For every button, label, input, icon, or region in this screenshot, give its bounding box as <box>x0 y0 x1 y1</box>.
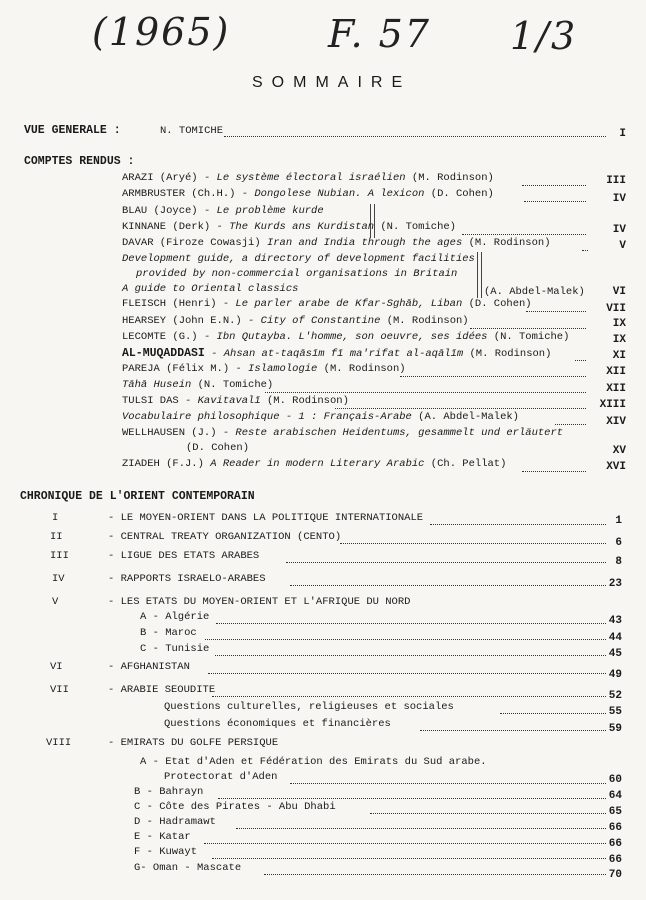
review-title: - City of Constantine <box>248 315 381 327</box>
chronique-page: 66 <box>608 822 622 834</box>
leader <box>224 136 606 137</box>
review-page: VII <box>606 303 626 315</box>
chronique-num: V <box>52 596 59 608</box>
chronique-page: 23 <box>608 578 622 590</box>
review-title: - Dongolese Nubian. A lexicon <box>241 188 425 200</box>
leader <box>420 730 606 731</box>
chronique-page: 59 <box>608 723 622 735</box>
leader <box>290 783 606 784</box>
chronique-page: 64 <box>608 790 622 802</box>
review-reviewer: (D. Cohen) <box>430 188 494 200</box>
review-author: PAREJA (Félix M.) <box>122 363 230 375</box>
leader <box>462 234 586 235</box>
chronique-page: 52 <box>608 690 622 702</box>
leader <box>216 623 606 624</box>
review-page: III <box>606 175 626 187</box>
chronique-num: VI <box>50 661 63 673</box>
review-reviewer: (D. Cohen) <box>468 298 532 310</box>
chronique-page: 43 <box>608 615 622 627</box>
chronique-page: 66 <box>608 854 622 866</box>
chronique-page: 49 <box>608 669 622 681</box>
review-reviewer: (M. Rodinson) <box>469 348 552 360</box>
handwritten-ref: F. 57 <box>328 12 431 56</box>
review-page: XIV <box>606 416 626 428</box>
chronique-text: Questions culturelles, religieuses et sociales <box>164 701 454 713</box>
review-page: V <box>619 240 626 252</box>
review-reviewer: (M. Rodinson) <box>411 172 494 184</box>
review-reviewer: (M. Rodinson) <box>323 363 406 375</box>
leader <box>236 828 606 829</box>
chronique-text: B - Maroc <box>140 627 197 639</box>
handwritten-part: 1/3 <box>510 14 578 58</box>
review-page: XII <box>606 366 626 378</box>
chronique-page: 60 <box>608 774 622 786</box>
review-page: IV <box>612 193 626 205</box>
review-author: BLAU (Joyce) <box>122 205 198 217</box>
review-reviewer: (M. Rodinson) <box>266 395 349 407</box>
review-entry <box>122 395 349 407</box>
review-title: Development guide, a directory of development facilities <box>122 253 475 265</box>
leader <box>218 798 606 799</box>
chronique-text: C - Côte des Pirates - Abu Dhabi <box>134 801 336 813</box>
leader <box>212 858 606 859</box>
review-author: ARMBRUSTER (Ch.H.) <box>122 188 236 200</box>
brace-bar <box>477 252 482 298</box>
review-page: XVI <box>606 461 626 473</box>
review-author: ZIADEH (F.J.) <box>122 458 204 470</box>
review-page: IV <box>612 224 626 236</box>
chronique-text: - AFGHANISTAN <box>108 661 190 673</box>
review-reviewer: (A. Abdel-Malek) <box>418 411 519 423</box>
leader <box>522 185 586 186</box>
chronique-text: E - Katar <box>134 831 191 843</box>
review-title: - Ibn Qutayba. L'homme, son oeuvre, ses idées <box>203 331 488 343</box>
chronique-num: IV <box>52 573 65 585</box>
leader <box>555 424 586 425</box>
chronique-text: G- Oman - Mascate <box>134 862 242 874</box>
review-page: IX <box>612 334 626 346</box>
review-reviewer: (N. Tomiche) <box>197 379 274 391</box>
leader <box>264 874 606 875</box>
vue-generale-label: VUE GENERALE : <box>24 124 121 137</box>
review-title: - Le problème kurde <box>203 205 324 217</box>
review-author: KINNANE (Derk) <box>122 221 211 233</box>
leader <box>204 843 606 844</box>
review-reviewer: (D. Cohen) <box>186 442 250 454</box>
review-author: WELLHAUSEN (J.) <box>122 427 217 439</box>
chronique-text: - LE MOYEN-ORIENT DANS LA POLITIQUE INTERNATIONALE <box>108 512 424 524</box>
leader <box>430 524 606 525</box>
chronique-text: Protectorat d'Aden <box>164 771 278 783</box>
chronique-text: Questions économiques et financières <box>164 718 391 730</box>
leader <box>340 543 606 544</box>
chronique-text: A - Algérie <box>140 611 210 623</box>
leader <box>265 392 586 393</box>
leader <box>400 376 586 377</box>
review-entry <box>122 347 551 360</box>
page-title: SOMMAIRE <box>252 74 412 91</box>
vue-generale-author: N. TOMICHE <box>160 125 224 137</box>
review-reviewer: (M. Rodinson) <box>386 315 469 327</box>
leader <box>370 813 606 814</box>
leader <box>208 673 606 674</box>
review-page: XII <box>606 383 626 395</box>
chronique-page: 1 <box>615 515 622 527</box>
review-page: XIII <box>599 399 626 411</box>
chronique-text: A - Etat d'Aden et Fédération des Emirats du Sud arabe. <box>140 756 487 768</box>
leader <box>290 585 606 586</box>
leader <box>335 408 586 409</box>
chronique-text: - EMIRATS DU GOLFE PERSIQUE <box>108 737 279 749</box>
review-reviewer: (Ch. Pellat) <box>430 458 507 470</box>
review-entry <box>122 379 273 391</box>
review-entry <box>122 172 494 184</box>
chronique-text: - LIGUE DES ETATS ARABES <box>108 550 260 562</box>
review-entry <box>122 315 469 327</box>
chronique-page: 55 <box>608 706 622 718</box>
chronique-text: C - Tunisie <box>140 643 210 655</box>
review-title: - Kavitavalī <box>185 395 261 407</box>
review-title: - Ahsan at-taqāsīm fī ma'rifat al-aqālīm <box>211 348 464 360</box>
chronique-page: 65 <box>608 806 622 818</box>
chronique-num: II <box>50 531 63 543</box>
review-title: - Le parler arabe de Kfar-Sghāb, Liban <box>222 298 463 310</box>
review-entry <box>122 331 569 343</box>
review-title: - Le système électoral israélien <box>203 172 406 184</box>
review-entry <box>122 221 456 233</box>
review-author: DAVAR (Firoze Cowasji) <box>122 237 261 249</box>
leader <box>470 328 586 329</box>
vue-generale-page: I <box>619 128 626 140</box>
comptes-rendus-label: COMPTES RENDUS : <box>24 155 135 168</box>
leader <box>286 562 606 563</box>
review-author: ARAZI (Aryé) <box>122 172 198 184</box>
chronique-text: B - Bahrayn <box>134 786 204 798</box>
review-author: LECOMTE (G.) <box>122 331 198 343</box>
review-page: XV <box>612 445 626 457</box>
review-title: A guide to Oriental classics <box>122 283 299 295</box>
chronique-text: - RAPPORTS ISRAELO-ARABES <box>108 573 266 585</box>
review-author: AL-MUQADDASI <box>122 347 205 360</box>
review-title: Vocabulaire philosophique - 1 : Français-Arabe <box>122 411 412 423</box>
leader <box>205 639 606 640</box>
review-entry <box>122 298 532 310</box>
chronique-num: VII <box>50 684 69 696</box>
review-title: provided by non-commercial organisations in Britain <box>136 268 458 280</box>
handwritten-year: (1965) <box>92 10 231 54</box>
review-page: IX <box>612 318 626 330</box>
chronique-page: 44 <box>608 632 622 644</box>
chronique-page: 6 <box>615 537 622 549</box>
chronique-text: D - Hadramawt <box>134 816 216 828</box>
chronique-label: CHRONIQUE DE L'ORIENT CONTEMPORAIN <box>20 490 255 503</box>
review-author: Tāhā Husein <box>122 379 192 391</box>
leader <box>212 696 606 697</box>
review-entry <box>122 363 406 375</box>
review-entry <box>122 188 494 200</box>
chronique-num: I <box>52 512 59 524</box>
review-reviewer: (M. Rodinson) <box>468 237 551 249</box>
review-title: Iran and India through the ages <box>266 237 463 249</box>
review-reviewer: (N. Tomiche) <box>493 331 570 343</box>
chronique-text: - CENTRAL TREATY ORGANIZATION (CENTO) <box>108 531 342 543</box>
review-reviewer: (A. Abdel-Malek) <box>484 286 585 298</box>
chronique-num: III <box>50 550 69 562</box>
leader <box>526 311 586 312</box>
review-entry <box>122 237 551 249</box>
review-title: - Islamologie <box>235 363 318 375</box>
chronique-page: 45 <box>608 648 622 660</box>
leader <box>522 471 586 472</box>
review-title: - The Kurds ans Kurdistan <box>216 221 375 233</box>
leader <box>215 655 606 656</box>
chronique-page: 66 <box>608 838 622 850</box>
review-entry <box>122 411 519 423</box>
chronique-num: VIII <box>46 737 72 749</box>
review-page: VI <box>612 286 626 298</box>
leader <box>575 360 586 361</box>
review-author: TULSI DAS <box>122 395 179 407</box>
review-entry <box>122 427 563 439</box>
review-page: XI <box>612 350 626 362</box>
leader <box>524 201 586 202</box>
review-entry <box>122 205 324 217</box>
chronique-page: 70 <box>608 869 622 881</box>
review-title: - Reste arabischen Heidentums, gesammelt und erläutert <box>222 427 564 439</box>
chronique-text: F - Kuwayt <box>134 846 198 858</box>
chronique-page: 8 <box>615 556 622 568</box>
review-reviewer: (N. Tomiche) <box>380 221 456 233</box>
chronique-text: - LES ETATS DU MOYEN-ORIENT ET L'AFRIQUE DU NORD <box>108 596 411 608</box>
review-entry <box>122 458 506 470</box>
chronique-text: - ARABIE SEOUDITE <box>108 684 216 696</box>
review-title: A Reader in modern Literary Arabic <box>210 458 425 470</box>
review-author: HEARSEY (John E.N.) <box>122 315 242 327</box>
review-author: FLEISCH (Henri) <box>122 298 217 310</box>
